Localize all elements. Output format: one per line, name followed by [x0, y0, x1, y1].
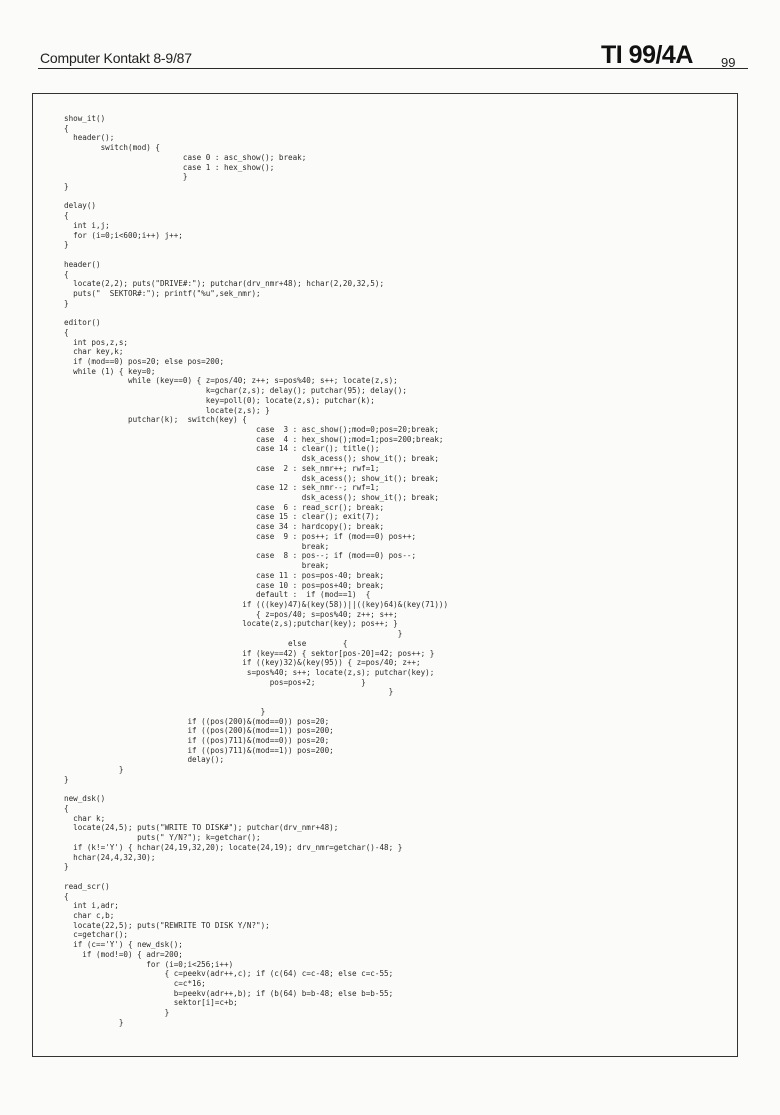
header-rule — [38, 68, 748, 69]
magazine-issue-label: Computer Kontakt 8-9/87 — [40, 50, 192, 66]
page-number: 99 — [721, 55, 736, 70]
system-title: TI 99/4A — [601, 41, 693, 69]
c-source-listing: show_it() { header(); switch(mod) { case 0 : asc_show(); break; case 1 : hex_show(); } } delay() { int i,j; for (i=0;i<600;i++) j++; } header() { locate(2,2); puts("DRIVE#:"); putchar(drv_nmr+48); hchar(2,20,32,5); puts(" SEKTOR#:"); printf("%u",sek_nmr); } editor() { int pos,z,s; char key,k; if (mod==0) pos=20; else pos=200; while (1) { key=0; while (key==0) { z=pos/40; z++; s=pos%40; s++; locate(z,s); k=gchar(z,s); delay(); putchar(95); delay(); key=poll(0); locate(z,s); putchar(k); locate(z,s); } putchar(k); switch(key) { case 3 : asc_show();mod=0;pos=20;break; case 4 : hex_show();mod=1;pos=200;break; case 14 : clear(); title(); dsk_acess(); show_it(); break; case 2 : sek_nmr++; rwf=1; dsk_acess(); show_it(); break; case 12 : sek_nmr--; rwf=1; dsk_acess(); show_it(); break; case 6 : read_scr(); break; case 15 : clear(); exit(7); case 34 : hardcopy(); break; case 9 : pos++; if (mod==0) pos++; break; case 8 : pos--; if (mod==0) pos--; break; case 11 : pos=pos-40; break; case 10 : pos=pos+40; break; default : if (mod==1) { if (((key)47)&(key(58))||((key)64)&(key(71))) { z=pos/40; s=pos%40; z++; s++; locate(z,s);putchar(key); pos++; } } else { if (key==42) { sektor[pos-20]=42; pos++; } if ((key)32)&(key(95)) { z=pos/40; z++; s=pos%40; s++; locate(z,s); putchar(key); pos=pos+2; } } } if ((pos(200)&(mod==0)) pos=20; if ((pos(200)&(mod==1)) pos=200; if ((pos)711)&(mod==0)) pos=20; if ((pos)711)&(mod==1)) pos=200; delay(); } } new_dsk() { char k; locate(24,5); puts("WRITE TO DISK#"); putchar(drv_nmr+48); puts(" Y/N?"); k=getchar(); if (k!='Y') { hchar(24,19,32,20); locate(24,19); drv_nmr=getchar()-48; } hchar(24,4,32,30); } read_scr() { int i,adr; char c,b; locate(22,5); puts("REWRITE TO DISK Y/N?"); c=getchar(); if (c=='Y') { new_dsk(); if (mod!=0) { adr=200; for (i=0;i<256;i++) { c=peekv(adr++,c); if (c(64) c=c-48; else c=c-55; c=c*16; b=peekv(adr++,b); if (b(64) b=b-48; else b=b-55; sektor[i]=c+b; } } — [64, 114, 449, 1027]
